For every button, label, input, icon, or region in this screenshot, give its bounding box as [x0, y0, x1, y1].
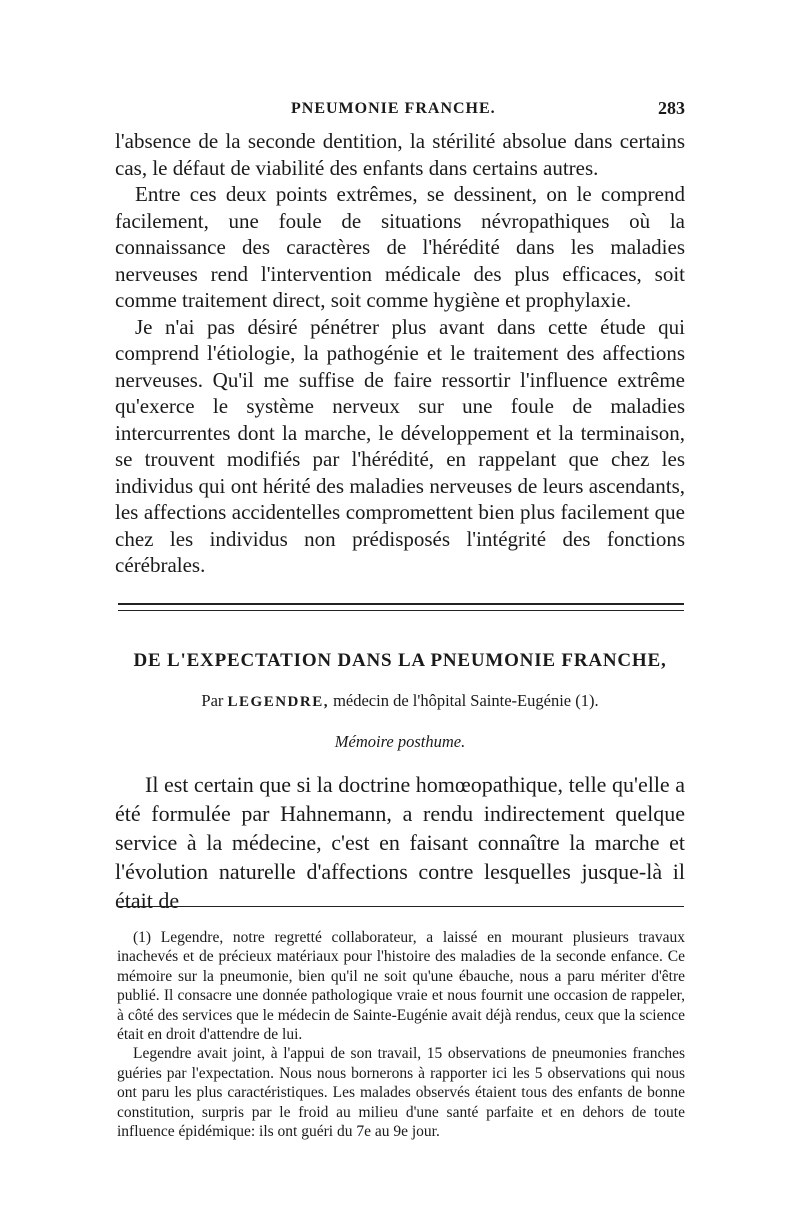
footnote-rule — [118, 906, 684, 907]
byline-prefix: Par — [201, 691, 224, 710]
footnotes — [117, 928, 685, 1141]
paragraph: Entre ces deux points extrêmes, se dessinent, on le comprend facilement, une foule de situations névropathiques où la connaissance des caractères de l'hérédité dans les maladies nerveuses rend l'intervention médicale des plus efficaces, soit comme traitement direct, soit comme hygiène et prophylaxie. — [115, 182, 685, 312]
byline-suffix: médecin de l'hôpital Sainte-Eugénie (1). — [333, 691, 599, 710]
running-head — [115, 96, 685, 122]
author-name: LEGENDRE, — [227, 694, 329, 710]
section-divider — [118, 603, 684, 611]
footnote-paragraph: (1) Legendre, notre regretté collaborateur, a laissé en mourant plusieurs travaux inachevés et de précieux matériaux pour l'histoire des maladies de la seconde enfance. Ce mémoire sur la pneumonie, bien qu'il ne soit qu'une ébauche, nous a paru mériter d'être publié. Il consacre une donnée pathologique vraie et nous fournit une occasion de rappeler, à côté des services que le médecin de Sainte-Eugénie avait déjà rendus, ceux que la science était en droit d'attendre de lui. — [117, 929, 685, 1044]
page-number: 283 — [658, 98, 685, 118]
paragraph: Il est certain que si la doctrine homœopathique, telle qu'elle a été formulée par Hahnemann, a rendu indirectement quelque service à la médecine, c'est en faisant connaître la marche et l'évolution naturelle d'affections contre lesquelles jusque-là il était de — [115, 772, 685, 913]
footnote-paragraph: Legendre avait joint, à l'appui de son travail, 15 observations de pneumonies franches guéries par l'expectation. Nous nous bornerons à rapporter ici les 5 observations qui nous ont paru les plus caractéristiques. Les malades observés étaient tous des enfants de bonne constitution, surpris par le froid au milieu d'une santé parfaite et en dehors de toute influence épidémique: ils ont guéri du 7e au 9e jour. — [117, 1045, 685, 1141]
article-title: DE L'EXPECTATION DANS LA PNEUMONIE FRANCHE, — [133, 650, 667, 671]
article-subtitle: Mémoire posthume. — [334, 732, 466, 751]
article-text — [115, 770, 685, 915]
previous-article-text — [115, 128, 685, 579]
paragraph: Je n'ai pas désiré pénétrer plus avant dans cette étude qui comprend l'étiologie, la pathogénie et le traitement des affections nerveuses. Qu'il me suffise de faire ressortir l'influence extrême qu'exerce le système nerveux sur une foule de maladies intercurrentes dont la marche, le développement et la terminaison, se trouvent modifiés par l'hérédité, en rappelant que chez les individus qui ont hérité des maladies nerveuses de leurs ascendants, les affections accidentelles compromettent bien plus facilement que chez les individus non prédisposés l'intégrité des fonctions cérébrales. — [115, 314, 685, 577]
paragraph: l'absence de la seconde dentition, la stérilité absolue dans certains cas, le défaut de viabilité des enfants dans certains autres. — [115, 129, 685, 180]
running-title: PNEUMONIE FRANCHE. — [291, 100, 496, 117]
byline — [115, 691, 685, 711]
